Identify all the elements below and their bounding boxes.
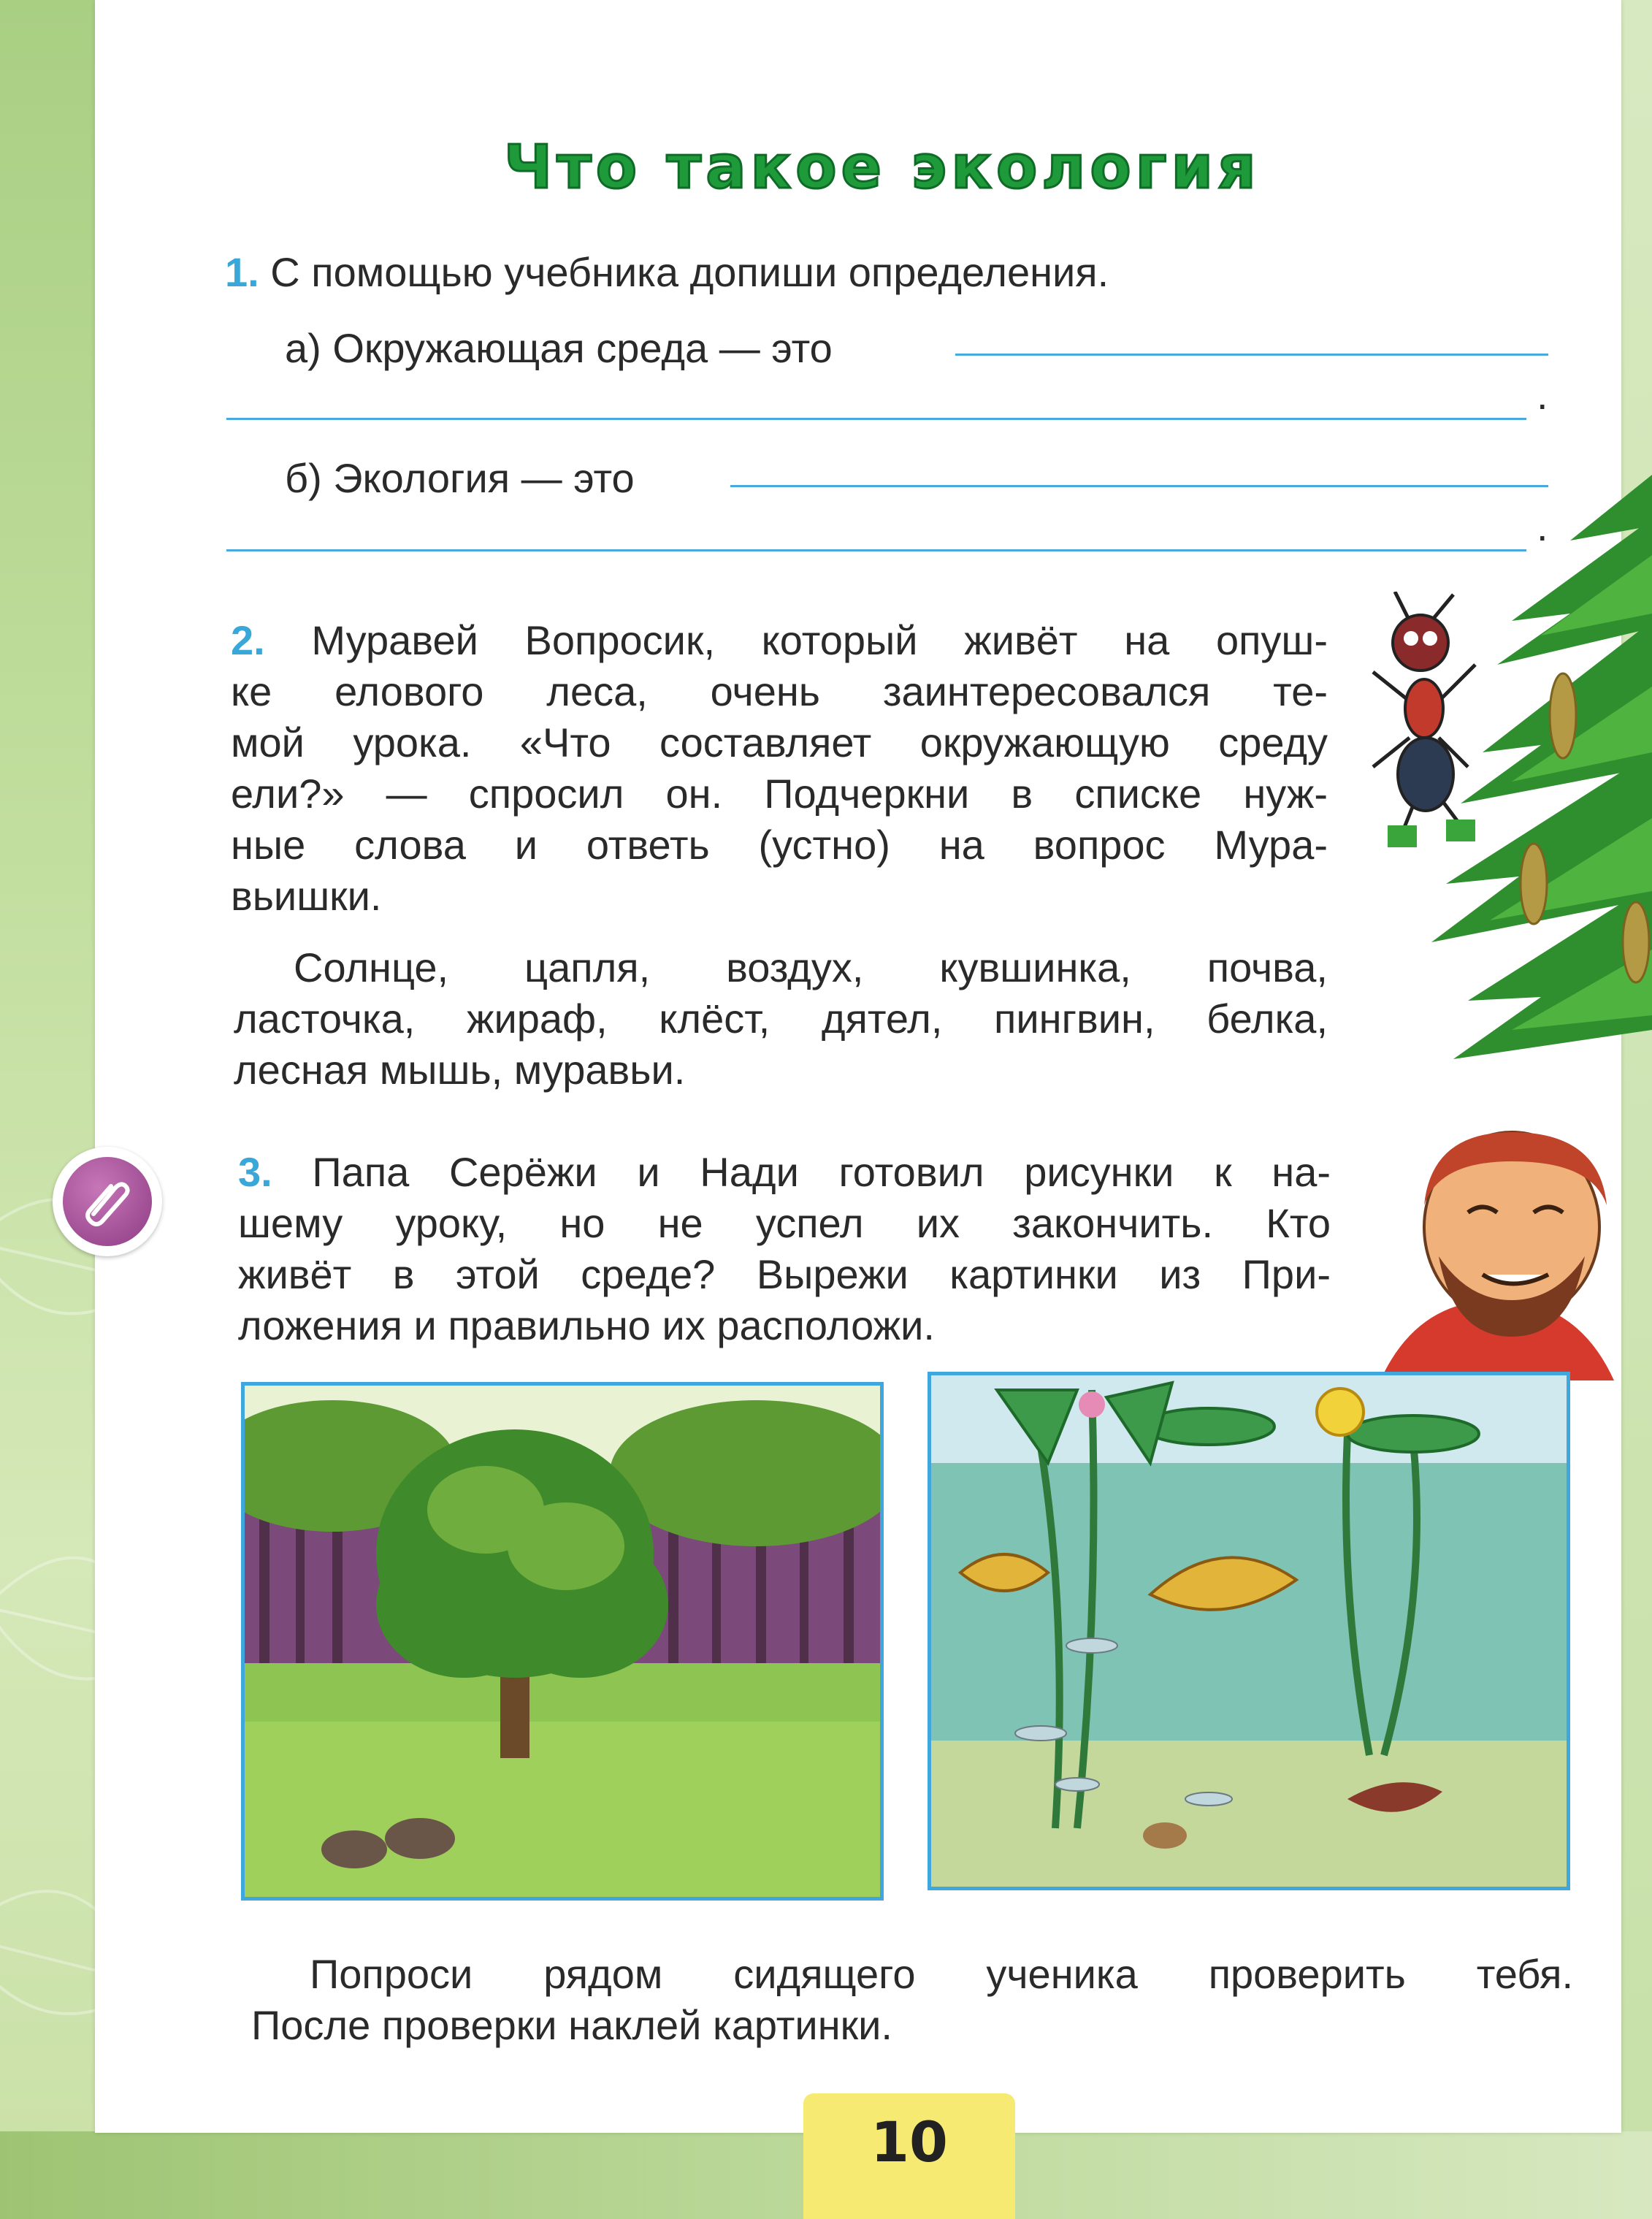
task2-line-1-text: Муравей Вопросик, который живёт на опуш- bbox=[311, 617, 1328, 663]
task2-word-list-line-2[interactable]: ласточка, жираф, клёст, дятел, пингвин, белка, bbox=[234, 996, 1328, 1042]
forest-scene-illustration bbox=[245, 1386, 880, 1897]
task2-number: 2. bbox=[231, 617, 265, 663]
task3-line-4: ложения и правильно их расположи. bbox=[238, 1302, 935, 1348]
task2-line-5: ные слова и ответь (устно) на вопрос Мура- bbox=[231, 822, 1328, 868]
answer-line-a2[interactable] bbox=[226, 418, 1526, 420]
task2-line-6: вьишки. bbox=[231, 873, 382, 919]
footer-instruction-line-2: После проверки наклей картинки. bbox=[251, 2002, 892, 2048]
task1-number: 1. bbox=[225, 249, 259, 295]
task1-item-a: а) Окружающая среда — это bbox=[285, 325, 833, 371]
pond-environment-picture[interactable] bbox=[928, 1372, 1570, 1890]
task2-word-list-line-3[interactable]: лесная мышь, муравьи. bbox=[234, 1047, 686, 1093]
task3-line-3: живёт в этой среде? Вырежи картинки из При- bbox=[238, 1251, 1331, 1297]
answer-line-b2[interactable] bbox=[226, 549, 1526, 551]
task2-line-1 bbox=[231, 615, 1328, 666]
page-title: Что такое экология bbox=[504, 133, 1261, 202]
task2-line-2: ке елового леса, очень заинтересовался те- bbox=[231, 668, 1328, 714]
task2-line-4: ели?» — спросил он. Подчеркни в списке нуж- bbox=[231, 771, 1328, 817]
page-number-tab bbox=[803, 2093, 1015, 2219]
footer-instruction-line-1: Попроси рядом сидящего ученика проверить тебя. bbox=[310, 1951, 1573, 1997]
answer-line-a1[interactable] bbox=[955, 354, 1548, 356]
paperclip-icon bbox=[79, 1173, 136, 1230]
task2-line-3: мой урока. «Что составляет окружающую среду bbox=[231, 719, 1328, 765]
task1-item-b: б) Экология — это bbox=[285, 455, 635, 501]
task2-word-list-line-1[interactable]: Солнце, цапля, воздух, кувшинка, почва, bbox=[294, 944, 1328, 990]
answer-line-a-period: . bbox=[1537, 372, 1548, 418]
ant-character-illustration bbox=[1358, 592, 1497, 855]
task1-text: С помощью учебника допиши определения. bbox=[270, 249, 1109, 295]
task3-number: 3. bbox=[238, 1149, 272, 1195]
task3-line-1 bbox=[238, 1147, 1331, 1198]
pond-scene-illustration bbox=[931, 1375, 1567, 1887]
task3-line-2: шему уроку, но не успел их закончить. Кто bbox=[238, 1200, 1331, 1246]
forest-environment-picture[interactable] bbox=[241, 1382, 884, 1901]
appendix-badge bbox=[53, 1147, 162, 1256]
father-character-illustration bbox=[1373, 1118, 1652, 1380]
task3-line-1-text: Папа Серёжи и Нади готовил рисунки к на- bbox=[312, 1149, 1331, 1195]
task1-prompt bbox=[225, 247, 1109, 298]
page-number: 10 bbox=[871, 2109, 948, 2174]
answer-line-b-period: . bbox=[1537, 503, 1548, 549]
